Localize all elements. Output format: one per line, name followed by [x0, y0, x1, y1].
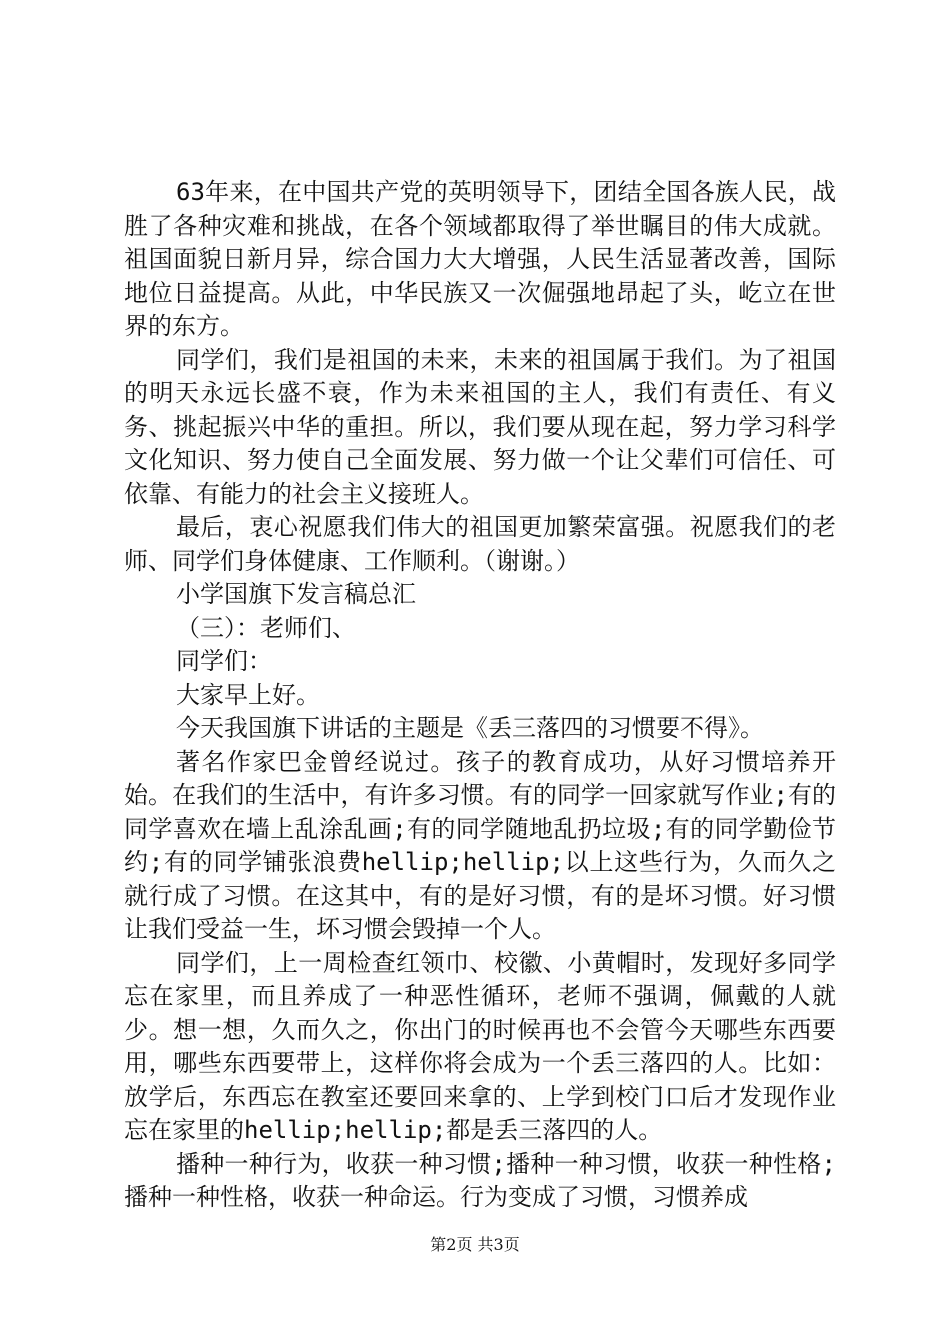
paragraph: 同学们，上一周检查红领巾、校徽、小黄帽时，发现好多同学忘在家里，而且养成了一种恶性循环，老师不强调，佩戴的人就少。想一想，久而久之，你出门的时候再也不会管今天哪些东西要用，哪些东西要带上，这样你将会成为一个丢三落四的人。比如：放学后，东西忘在教室还要回来拿的、上学到校门口后才发现作业忘在家里的hellip;hellip;都是丢三落四的人。	[124, 948, 836, 1144]
paragraph: 最后，衷心祝愿我们伟大的祖国更加繁荣富强。祝愿我们的老师、同学们身体健康、工作顺利。（谢谢。）	[124, 513, 836, 575]
document-body	[124, 176, 836, 1215]
section-title: 小学国旗下发言稿总汇	[176, 580, 416, 608]
salutation: 同学们：	[176, 647, 272, 675]
paragraph: 63年来，在中国共产党的英明领导下，团结全国各族人民，战胜了各种灾难和挑战，在各个领域都取得了举世瞩目的伟大成就。祖国面貌日新月异，综合国力大大增强，人民生活显著改善，国际地位日益提高。从此，中华民族又一次倔强地昂起了头，屹立在世界的东方。	[124, 178, 836, 340]
paragraph: 播种一种行为，收获一种习惯;播种一种习惯，收获一种性格;播种一种性格，收获一种命运。行为变成了习惯，习惯养成	[124, 1149, 836, 1211]
topic-line: 今天我国旗下讲话的主题是《丢三落四的习惯要不得》。	[176, 714, 764, 742]
page-number-footer: 第2页 共3页	[430, 1235, 520, 1254]
greeting: 大家早上好。	[176, 680, 320, 709]
paragraph: 同学们，我们是祖国的未来，未来的祖国属于我们。为了祖国的明天永远长盛不衰，作为未来祖国的主人，我们有责任、有义务、挑起振兴中华的重担。所以，我们要从现在起，努力学习科学文化知识、努力使自己全面发展、努力做一个让父辈们可信任、可依靠、有能力的社会主义接班人。	[124, 345, 836, 508]
paragraph: 著名作家巴金曾经说过。孩子的教育成功，从好习惯培养开始。在我们的生活中，有许多习惯。有的同学一回家就写作业;有的同学喜欢在墙上乱涂乱画;有的同学随地乱扔垃圾;有的同学勤俭节约;有的同学铺张浪费hellip;hellip;以上这些行为，久而久之就行成了习惯。在这其中，有的是好习惯，有的是坏习惯。好习惯让我们受益一生，坏习惯会毁掉一个人。	[124, 747, 836, 943]
section-subtitle: （三）：老师们、	[176, 613, 356, 642]
